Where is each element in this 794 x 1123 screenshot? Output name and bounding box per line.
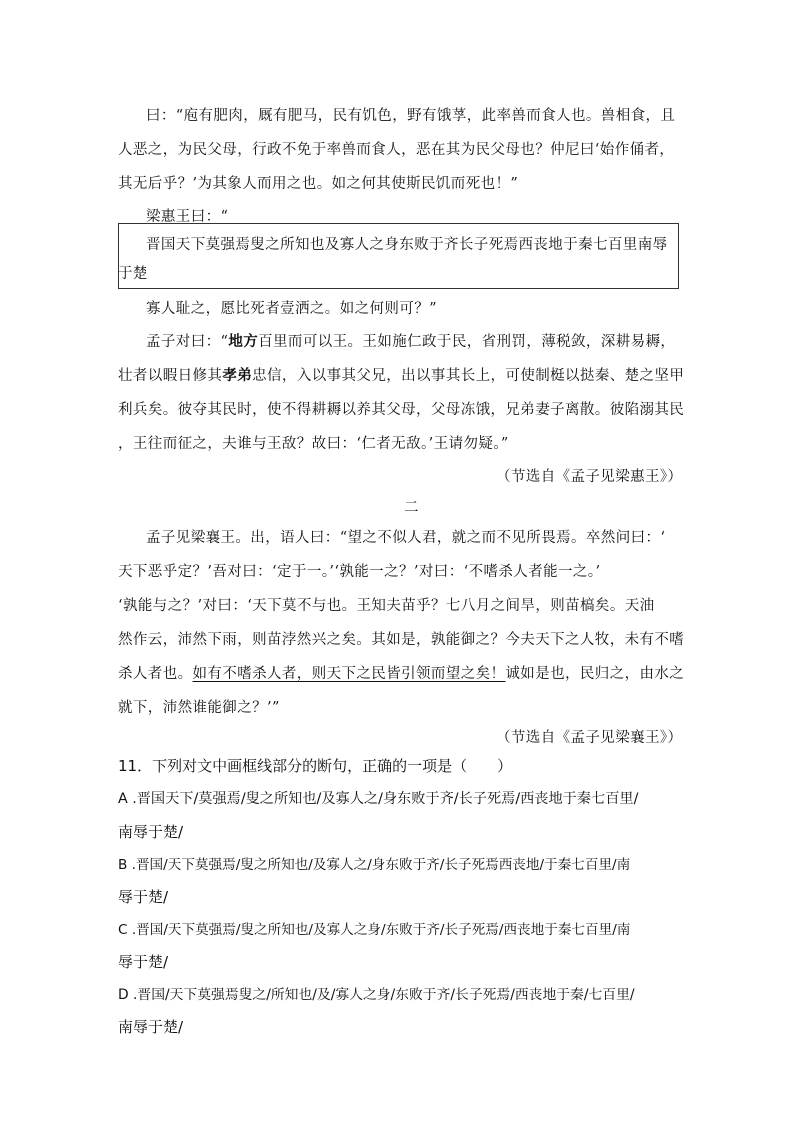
- text-span: 孟子对曰：“: [146, 334, 229, 350]
- option-d-continued: 南辱于楚/: [118, 1018, 184, 1036]
- underlined-sentence: 如有不嗜杀人者，则天下之民皆引领而望之矣！: [192, 666, 506, 682]
- passage2-line: 就下，沛然谁能御之？’”: [118, 700, 280, 716]
- passage2-line: ‘孰能与之？’对曰：‘天下莫不与也。王知夫苗乎？七八月之间旱，则苗槁矣。天油: [118, 598, 655, 614]
- bold-term: 地方: [228, 333, 259, 350]
- text-span: 诚如是也，民归之，由水之: [505, 666, 685, 682]
- passage1-line: 梁惠王曰：“: [146, 209, 229, 225]
- option-b: B .晋国/天下莫强焉/叟之所知也/及寡人之/身东败于齐/长子死焉西丧地/于秦七百里/南: [118, 857, 631, 873]
- passage1-line: 其无后乎？’为其象人而用之也。如之何其使斯民饥而死也！”: [118, 176, 519, 192]
- framed-passage-line: 晋国天下莫强焉叟之所知也及寡人之身东败于齐长子死焉西丧地于秦七百里南辱: [146, 237, 668, 253]
- source-citation: （节选自《孟子见梁襄王》）: [496, 730, 683, 746]
- option-c: C .晋国/天下莫强焉/叟之所知也/及寡人之身/东败于齐/长子死焉/西丧地于秦七百里/南: [118, 922, 631, 938]
- passage1-line: 人恶之，为民父母，行政不免于率兽而食人，恶在其为民父母也？仲尼曰‘始作俑者，: [118, 142, 675, 158]
- option-a-continued: 南辱于楚/: [118, 823, 184, 841]
- passage1-line: ，王往而征之，夫谁与王敌？故曰：‘仁者无敌。’王请勿疑。”: [118, 436, 509, 452]
- option-d: D .晋国/天下莫强焉叟之/所知也/及/寡人之身/东败于齐/长子死焉/西丧地于秦/七百里/: [118, 987, 635, 1003]
- passage1-line: 曰：“庖有肥肉，厩有肥马，民有饥色，野有饿莩，此率兽而食人也。兽相食，且: [146, 108, 676, 124]
- passage2-line: 孟子见梁襄王。出，语人曰：“望之不似人君，就之而不见所畏焉。卒然问曰：‘: [146, 530, 666, 546]
- text-span: 壮者以暇日修其: [118, 368, 223, 384]
- framed-passage-line: 于楚: [118, 266, 148, 282]
- text-span: 忠信，入以事其父兄，出以事其长上，可使制梃以挞秦、楚之坚甲: [252, 368, 685, 384]
- section-heading: 二: [404, 500, 419, 516]
- option-c-continued: 辱于楚/: [118, 953, 169, 971]
- text-span: 杀人者也。: [118, 666, 193, 682]
- passage2-line: 然作云，沛然下雨，则苗浡然兴之矣。其如是，孰能御之？今夫天下之人牧，未有不嗜: [118, 632, 685, 648]
- passage2-line: [118, 662, 684, 683]
- text-span: 百里而可以王。王如施仁政于民，省刑罚，薄税敛，深耕易耨，: [258, 334, 676, 350]
- passage1-line: 利兵矣。彼夺其民时，使不得耕耨以养其父母，父母冻饿，兄弟妻子离散。彼陷溺其民: [118, 402, 685, 418]
- passage2-line: 天下恶乎定？’吾对曰：‘定于一。’‘孰能一之？’对曰：‘不嗜杀人者能一之。’: [118, 564, 601, 580]
- option-a: A .晋国天下/莫强焉/叟之所知也/及寡人之/身东败于齐/长子死焉/西丧地于秦七百里/: [118, 791, 639, 807]
- passage1-line: [146, 330, 675, 351]
- option-b-continued: 辱于楚/: [118, 888, 169, 906]
- passage1-line: 寡人耻之，愿比死者壹洒之。如之何则可？”: [146, 301, 437, 317]
- source-citation: （节选自《孟子见梁惠王》）: [496, 469, 683, 485]
- passage1-line: [118, 364, 684, 385]
- question-stem: 11．下列对文中画框线部分的断句，正确的一项是（ ）: [118, 757, 513, 775]
- bold-term: 孝弟: [222, 367, 253, 384]
